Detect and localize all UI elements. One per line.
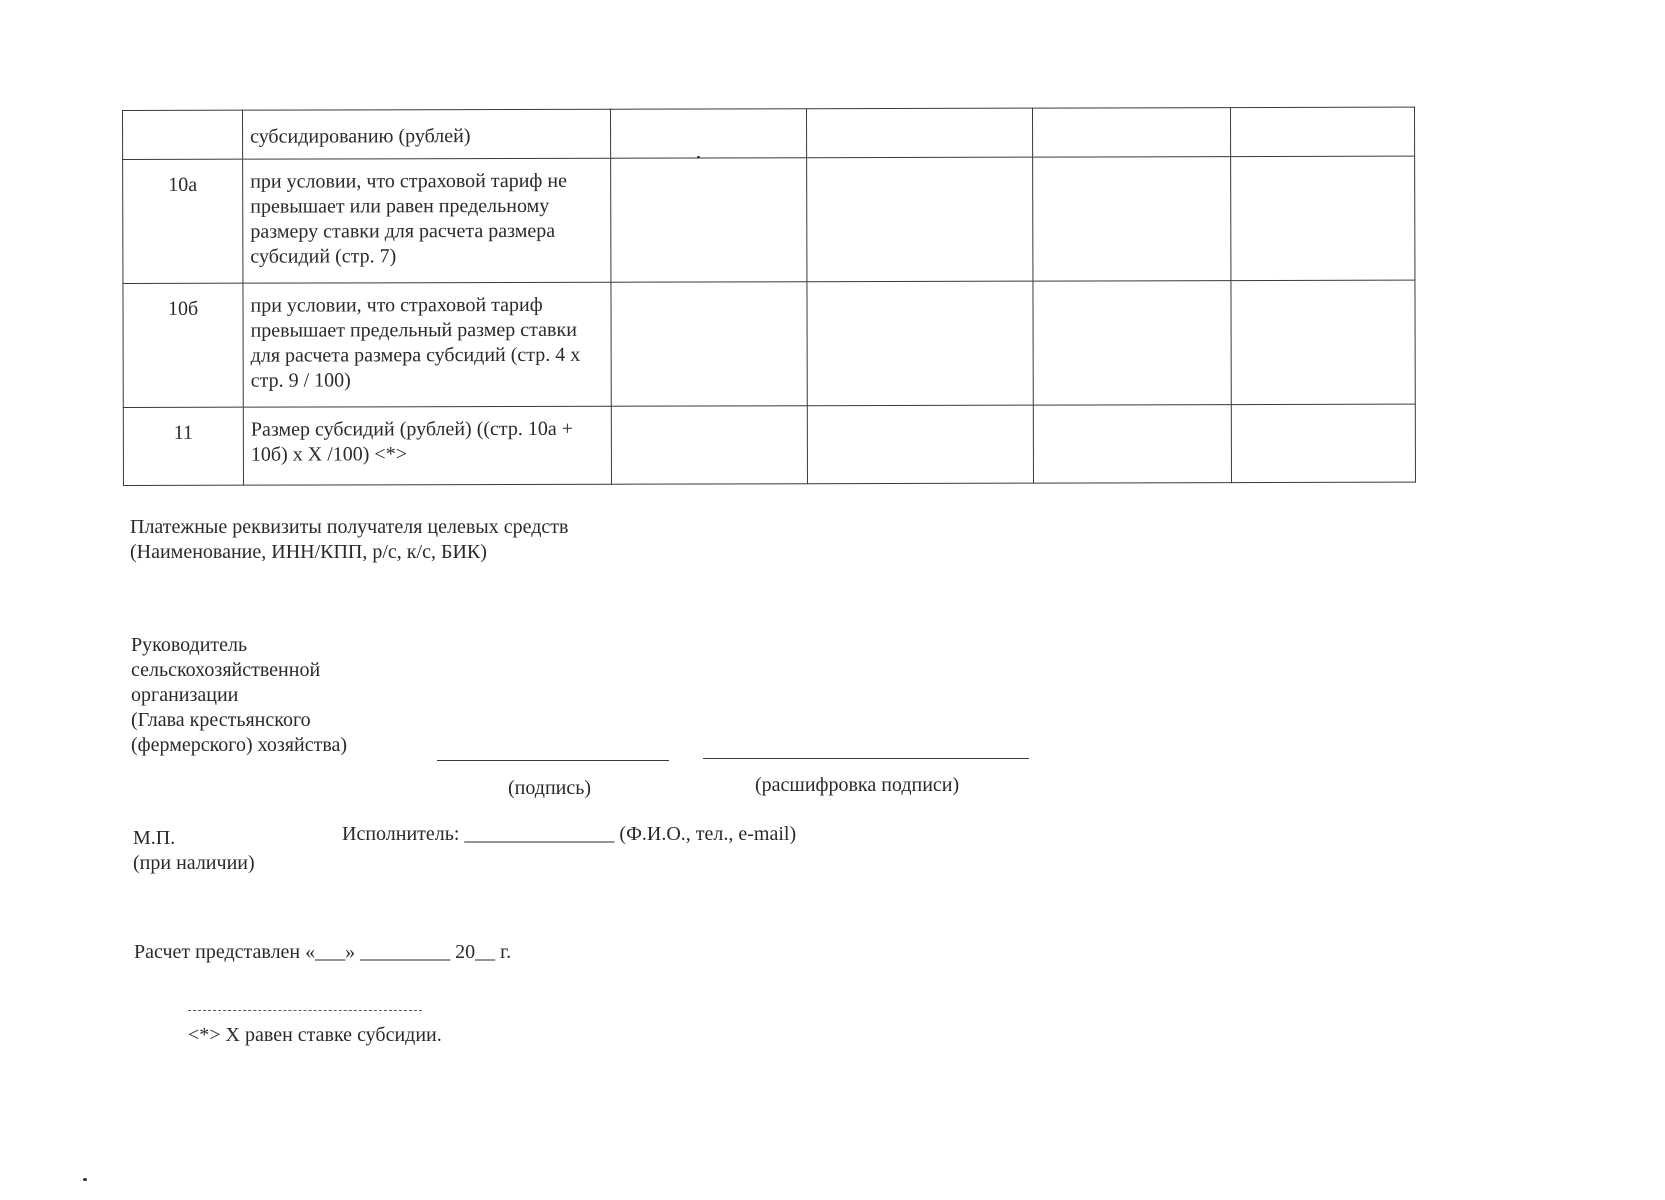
row-number: 10б (123, 283, 243, 407)
head-title-line: сельскохозяйственной (131, 659, 321, 681)
table-row (123, 280, 1415, 407)
table-row (123, 107, 1415, 159)
row-description: Размер субсидий (рублей) ((стр. 10а + 10б) х Х /100) <*> (243, 406, 611, 485)
empty-cell (1033, 405, 1231, 484)
empty-cell (807, 157, 1033, 282)
empty-cell (1033, 281, 1231, 406)
payment-details-title: Платежные реквизиты получателя целевых средств (130, 516, 569, 538)
signature-caption: (подпись) (508, 777, 592, 799)
empty-cell (1231, 156, 1415, 280)
empty-cell (610, 109, 806, 159)
head-title-line: организации (131, 684, 239, 706)
signature-decode-line (703, 758, 1029, 759)
signature-line (437, 760, 669, 761)
table-row (123, 404, 1415, 485)
row-number: 10а (123, 159, 243, 283)
empty-cell (1231, 280, 1415, 404)
empty-cell (611, 158, 807, 283)
row-number (123, 110, 243, 159)
empty-cell (807, 405, 1033, 484)
payment-details-fields: (Наименование, ИНН/КПП, р/с, к/с, БИК) (130, 541, 487, 563)
empty-cell (611, 406, 807, 485)
footnote-text: <*> Х равен ставке субсидии. (188, 1024, 442, 1046)
empty-cell (1032, 108, 1230, 158)
head-title-line: Руководитель (131, 634, 248, 656)
row-description: при условии, что страховой тариф превышает предельный размер ставки для расчета размера субсидий (стр. 4 х стр. 9 / 100) (243, 282, 611, 407)
signature-decode-caption: (расшифровка подписи) (755, 774, 960, 796)
empty-cell (611, 282, 807, 407)
row-description: при условии, что страховой тариф не превышает или равен предельному размеру ставки для расчета размера субсидий (стр. 7) (243, 158, 611, 283)
empty-cell (1231, 404, 1415, 482)
subsidy-calc-table (122, 107, 1416, 486)
stamp-note: (при наличии) (133, 852, 255, 874)
stamp-label: М.П. (133, 827, 176, 849)
head-title-line: (фермерского) хозяйства) (131, 734, 348, 756)
empty-cell (1033, 157, 1231, 282)
scan-speck (83, 1178, 87, 1181)
empty-cell (807, 281, 1033, 406)
executor-line: Исполнитель: _______________ (Ф.И.О., тел., e-mail) (342, 823, 797, 845)
table-row (123, 156, 1415, 283)
empty-cell (1230, 107, 1414, 156)
row-number: 11 (123, 407, 243, 485)
row-description: субсидированию (рублей) (243, 109, 611, 159)
footnote-separator (188, 1010, 422, 1011)
submission-date-line: Расчет представлен «___» _________ 20__ г. (134, 941, 512, 963)
scan-speck (697, 156, 700, 158)
head-title-line: (Глава крестьянского (131, 709, 311, 731)
empty-cell (806, 108, 1032, 158)
